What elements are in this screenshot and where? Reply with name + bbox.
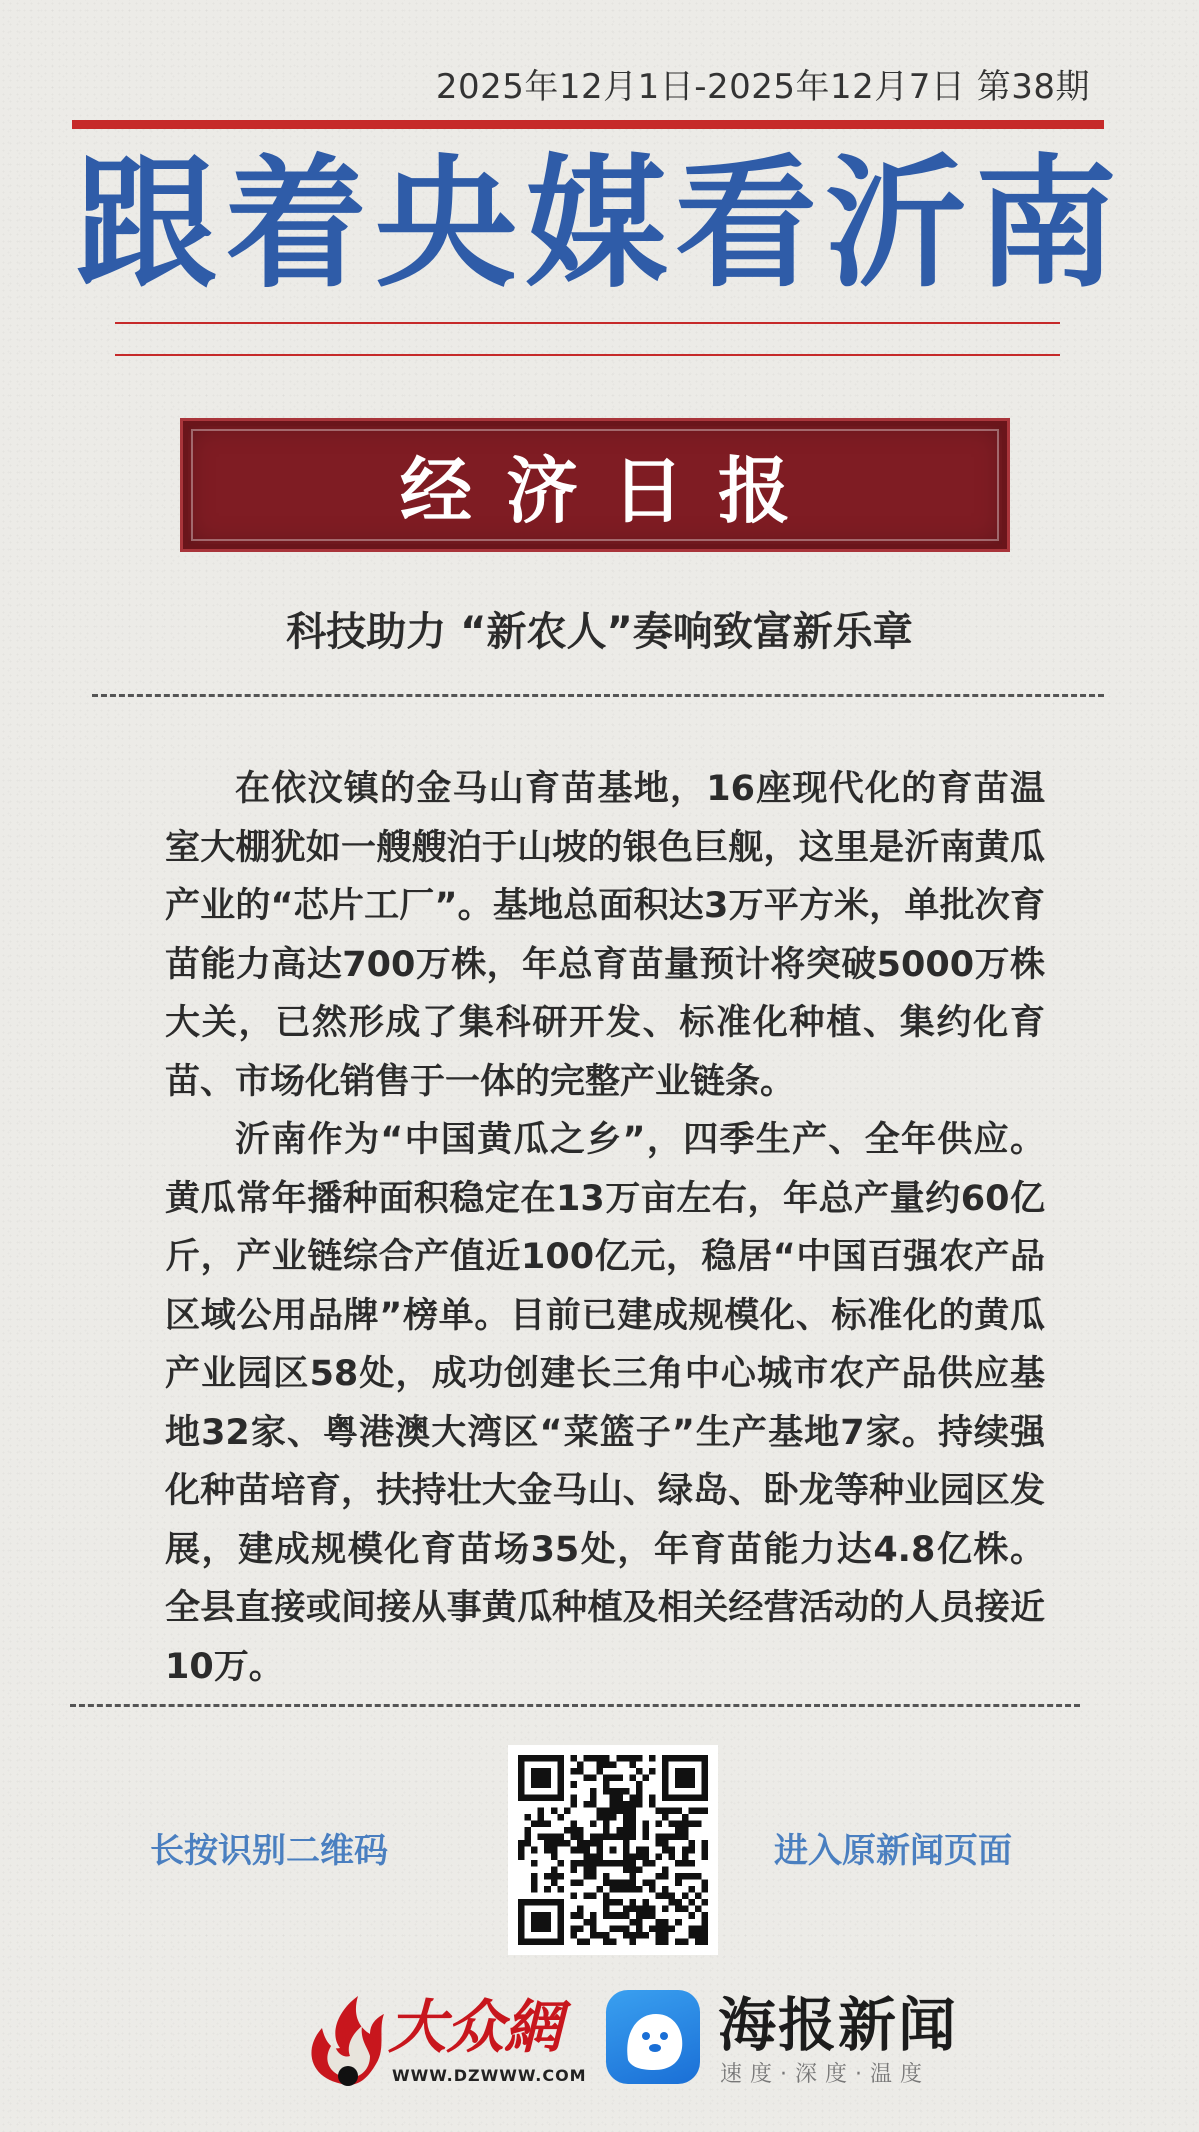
- dzwww-logo-text: 大众網: [388, 1993, 563, 2061]
- issue-date: 2025年12月1日-2025年12月7日 第38期: [435, 67, 1090, 107]
- cta-open-original: 进入原新闻页面: [774, 1831, 1012, 1871]
- haibao-slogan: 速度·深度·温度: [720, 2062, 930, 2087]
- seal-icon: [606, 1990, 700, 2084]
- article-title: 科技助力 “新农人”奏响致富新乐章: [286, 609, 913, 655]
- article-paragraph-1: 在依汶镇的金马山育苗基地，16座现代化的育苗温室大棚犹如一艘艘泊于山坡的银色巨舰，这里是沂南黄瓜产业的“芯片工厂”。基地总面积达3万平方米，单批次育苗能力高达700万株，年总育苗量预计将突破5000万株大关，已然形成了集科研开发、标准化种植、集约化育苗、市场化销售于一体的完整产业链条。: [165, 769, 1045, 1102]
- haibao-app-icon: [606, 1990, 700, 2084]
- flame-icon: [300, 1990, 390, 2090]
- source-banner: [180, 418, 1010, 552]
- qr-code-icon[interactable]: [508, 1745, 718, 1955]
- source-name: 经济日报: [399, 449, 824, 533]
- dashed-divider-top: [92, 694, 1104, 697]
- article-paragraph-2: 沂南作为“中国黄瓜之乡”，四季生产、全年供应。黄瓜常年播种面积稳定在13万亩左右，年总产量约60亿斤，产业链综合产值近100亿元，稳居“中国百强农产品区域公用品牌”榜单。目前已建成规模化、标准化的黄瓜产业园区58处，成功创建长三角中心城市农产品供应基地32家、粤港澳大湾区“菜篮子”生产基地7家。持续强化种苗培育，扶持壮大金马山、绿岛、卧龙等种业园区发展，建成规模化育苗场35处，年育苗能力达4.8亿株。全县直接或间接从事黄瓜种植及相关经营活动的人员接近10万。: [165, 1120, 1045, 1687]
- article-body: [165, 760, 1045, 1696]
- qr-code-graphic: [518, 1755, 708, 1945]
- dzwww-url: WWW.DZWWW.COM: [392, 2066, 587, 2085]
- page-headline: 跟着央媒看沂南: [75, 142, 1125, 307]
- top-red-rule: [72, 120, 1104, 129]
- cta-scan-qr: 长按识别二维码: [150, 1831, 388, 1871]
- dashed-divider-bottom: [70, 1704, 1080, 1707]
- headline-rule-top: [115, 322, 1060, 324]
- haibao-logo-text: 海报新闻: [718, 1991, 959, 2059]
- dzwww-logo: [300, 1990, 590, 2100]
- headline-rule-bottom: [115, 354, 1060, 356]
